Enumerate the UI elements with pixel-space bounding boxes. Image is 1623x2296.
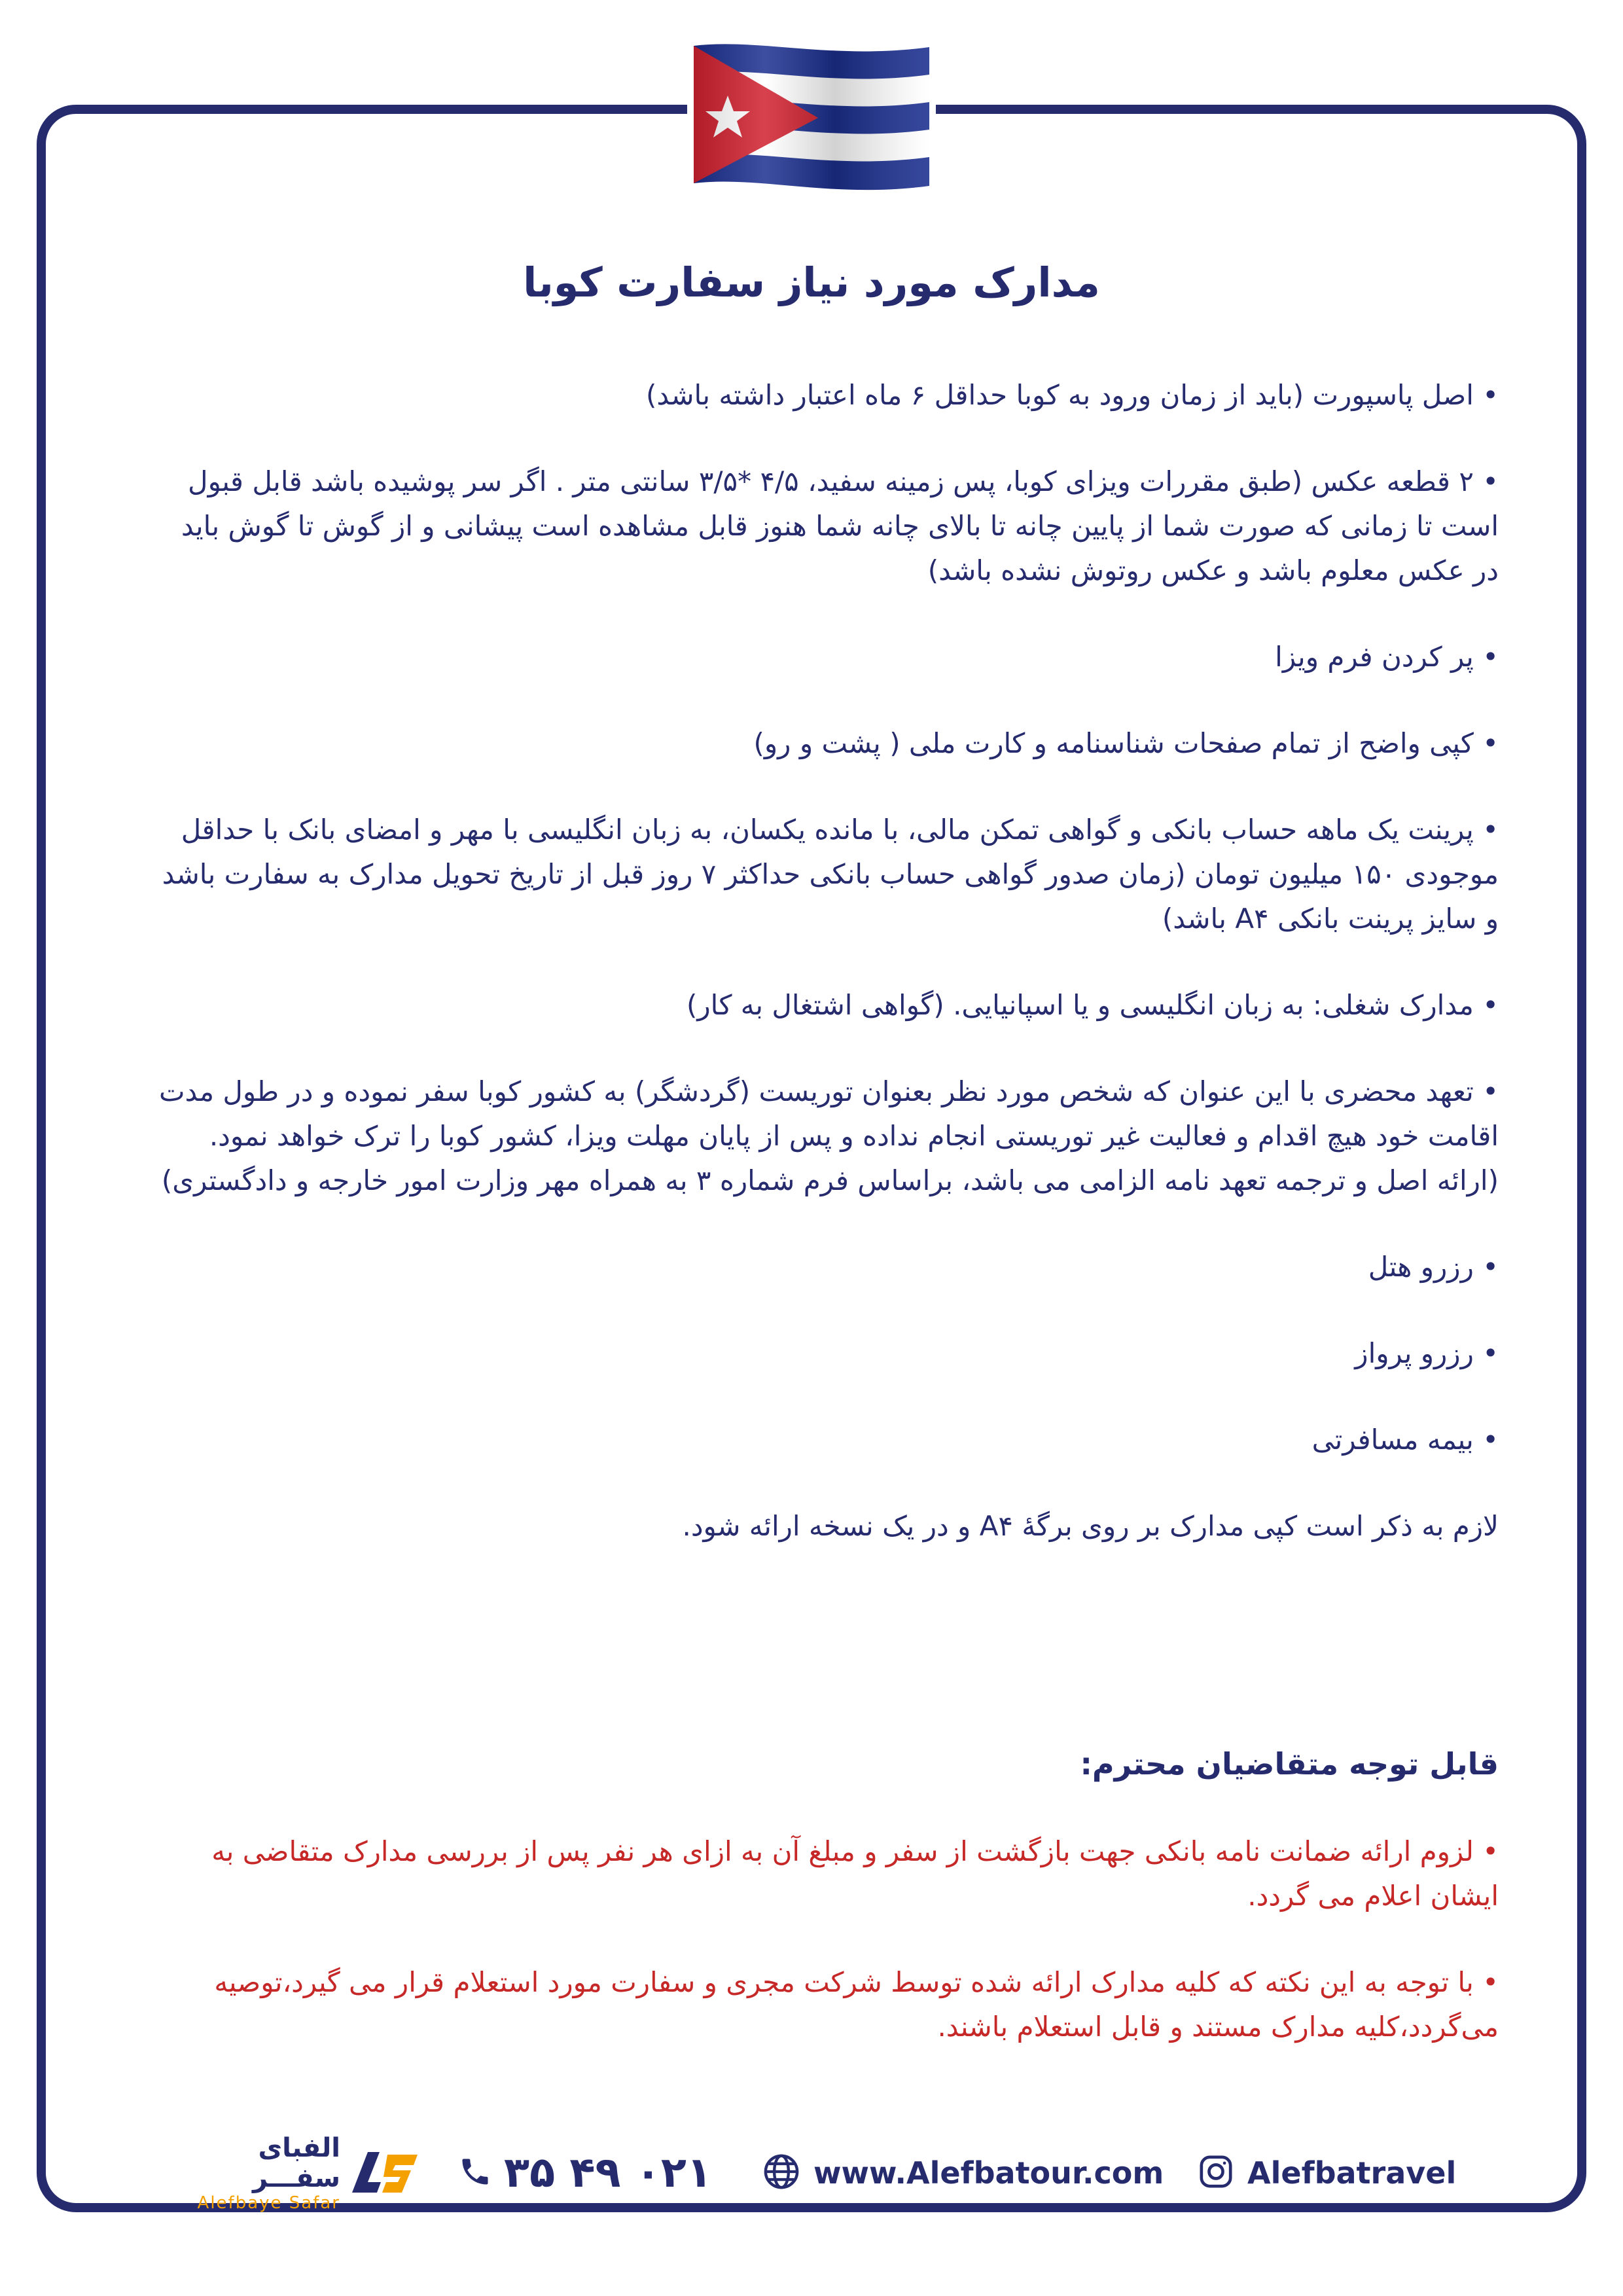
instagram-handle: Alefbatravel <box>1247 2155 1457 2191</box>
alefba-logo-icon <box>349 2148 421 2198</box>
requirement-notarized-commitment: • تعهد محضری با این عنوان که شخص مورد نظر بعنوان توریست (گردشگر) به کشور کوبا سفر نموده و در طول مدت اقامت خود هیچ اقدام و فعالیت غیر توریستی انجام نداده و پس از پایان مهلت ویزا، کشور کوبا را ترک خواهد نمود. (ارائه اصل و ترجمه تعهد نامه الزامی می باشد، براساس فرم شماره ۳ به همراه مهر وزارت امور خارجه و دادگستری) <box>158 1075 1499 1196</box>
notice-verification: • با توجه به این نکته که کلیه مدارک ارائه شده توسط شرکت مجری و سفارت مورد استعلام قرار می گیرد،توصیه می‌گردد،کلیه مدارک مستند و قابل استعلام باشند. <box>214 1966 1499 2043</box>
requirement-hotel: • رزرو هتل <box>1368 1251 1499 1283</box>
requirement-id-copy: • کپی واضح از تمام صفحات شناسنامه و کارت ملی ( پشت و رو) <box>753 727 1499 759</box>
instagram-contact[interactable] <box>1198 2147 1456 2199</box>
notice-list <box>157 1829 1499 2091</box>
requirement-job-documents: • مدارک شغلی: به زبان انگلیسی و یا اسپانیایی. (گواهی اشتغال به کار) <box>687 989 1499 1021</box>
cuba-flag-icon <box>687 41 936 191</box>
page-title: مدارک مورد نیاز سفارت کوبا <box>523 259 1100 306</box>
logo-text-en: Alefbaye Safar <box>197 2193 340 2213</box>
notice-bank-guarantee: • لزوم ارائه ضمانت نامه بانکی جهت بازگشت از سفر و مبلغ آن به ازای هر نفر پس از بررسی مدارک متقاضی به ایشان اعلام می گردد. <box>211 1835 1499 1912</box>
website-url: www.Alefbatour.com <box>813 2155 1164 2191</box>
globe-icon <box>762 2153 800 2193</box>
brand-logo <box>164 2133 425 2213</box>
requirement-flight: • رزرو پرواز <box>1355 1337 1499 1369</box>
instagram-icon <box>1198 2153 1234 2193</box>
requirements-list <box>157 373 1499 1590</box>
requirement-passport: • اصل پاسپورت (باید از زمان ورود به کوبا حداقل ۶ ماه اعتبار داشته باشد) <box>645 379 1499 411</box>
footer <box>0 2127 1623 2219</box>
phone-number: ۰۲۱ ۴۹ ۳۵ <box>504 2149 712 2197</box>
phone-icon <box>458 2155 492 2191</box>
phone-contact[interactable] <box>458 2147 712 2199</box>
requirement-visa-form: • پر کردن فرم ویزا <box>1275 641 1499 673</box>
requirement-photo: • ۲ قطعه عکس (طبق مقررات ویزای کوبا، پس زمینه سفید، ۴/۵ *۳/۵ سانتی متر . اگر سر پوشیده باشد قابل قبول است تا زمانی که صورت شما از پایین چانه تا بالای چانه شما هنوز قابل مشاهده است پیشانی و از گوش تا گوش باید در عکس معلوم باشد و عکس روتوش نشده باشد) <box>181 465 1499 586</box>
requirement-insurance: • بیمه مسافرتی <box>1311 1424 1499 1456</box>
logo-text-fa: الفبای سفـــر <box>252 2133 340 2193</box>
requirement-bank-statement: • پرینت یک ماهه حساب بانکی و گواهی تمکن مالی، با مانده یکسان، به زبان انگلیسی با مهر و امضای بانک با حداقل موجودی ۱۵۰ میلیون تومان (زمان صدور گواهی حساب بانکی حداکثر ۷ روز قبل از تاریخ تحویل مدارک به سفارت باشد و سایز پرینت بانکی A۴ باشد) <box>162 814 1499 935</box>
website-contact[interactable] <box>762 2147 1164 2199</box>
copy-note: لازم به ذکر است کپی مدارک بر روی برگهٔ A۴ و در یک نسخه ارائه شود. <box>682 1510 1499 1542</box>
notice-title: قابل توجه متقاضیان محترم: <box>1080 1746 1499 1782</box>
